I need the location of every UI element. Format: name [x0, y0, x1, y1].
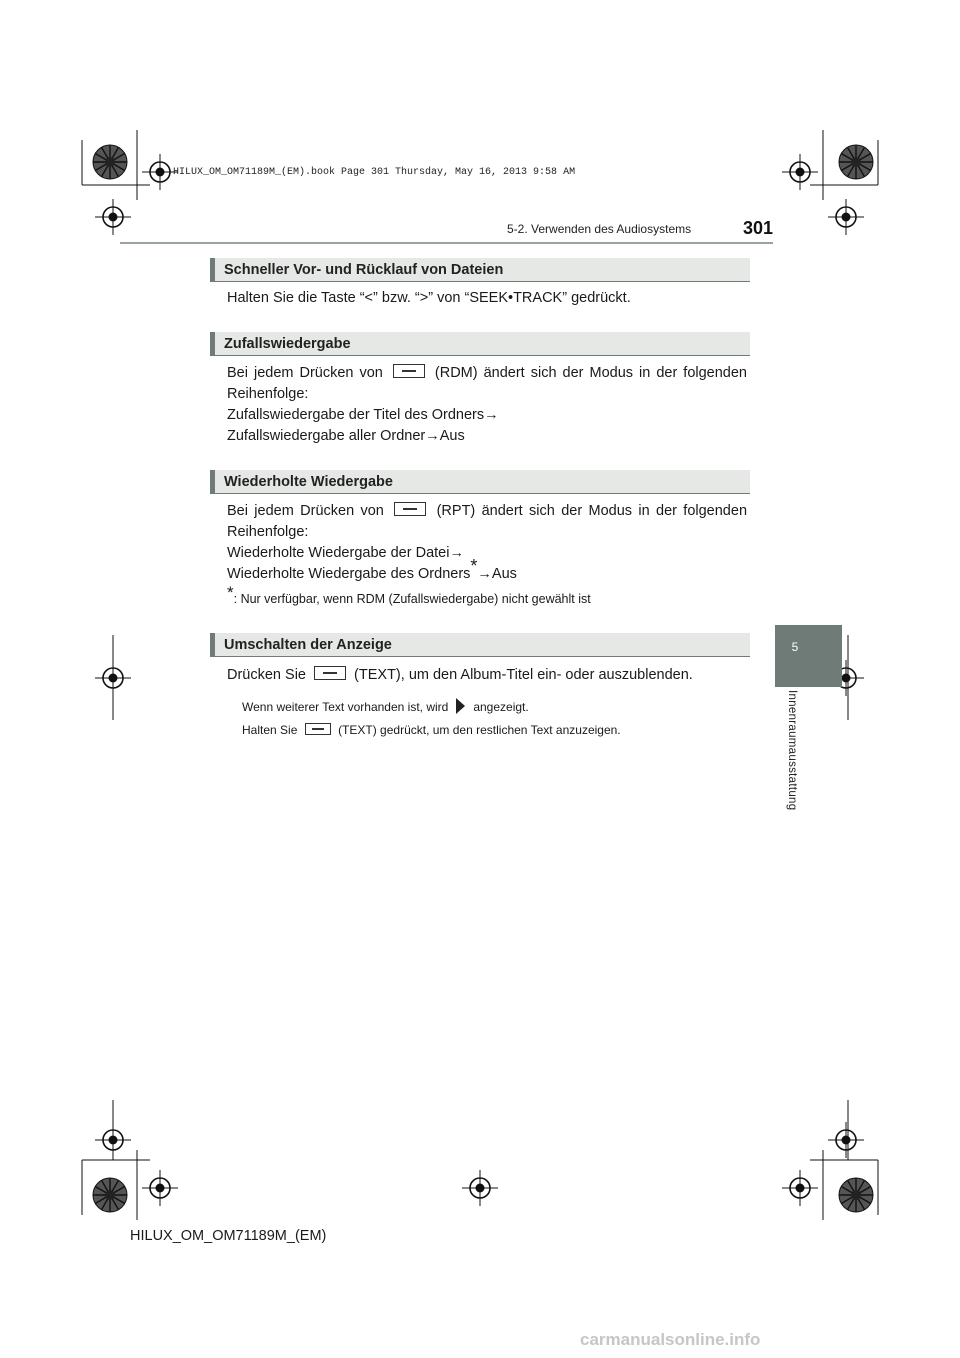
footnote-asterisk: * — [227, 582, 234, 602]
note-more-text: Wenn weiterer Text vorhanden ist, wird angezeigt. — [242, 700, 529, 714]
section-title: 5-2. Verwenden des Audiosystems — [507, 222, 692, 236]
registration-mark-icon — [782, 1170, 818, 1206]
body-line: Bei jedem Drücken von (RPT) ändert sich der Modus in der folgenden — [227, 503, 748, 519]
section-heading-text: Wiederholte Wiedergabe — [224, 474, 393, 490]
section-heading-text: Umschalten der Anzeige — [224, 637, 392, 653]
watermark: carmanualsonline.info — [580, 1330, 761, 1349]
button-icon — [314, 666, 346, 680]
section-body-random — [227, 363, 747, 447]
section-heading-random — [210, 332, 750, 356]
note-hold-text: Halten Sie (TEXT) gedrückt, um den restlichen Text anzuzeigen. — [242, 723, 621, 737]
section-heading-fast-forward — [210, 258, 750, 282]
registration-mark-icon — [828, 199, 864, 235]
registration-mark-icon — [95, 199, 131, 235]
manual-code: HILUX_OM_OM71189M_(EM) — [130, 1228, 327, 1244]
body-line: Zufallswiedergabe der Titel des Ordners→ — [227, 407, 499, 423]
button-icon — [394, 502, 426, 516]
registration-mark-icon — [839, 1178, 873, 1212]
body-line: Zufallswiedergabe aller Ordner→Aus — [227, 428, 465, 444]
body-text: Halten Sie die Taste “<” bzw. “>” von “SEEK•TRACK” gedrückt. — [227, 290, 631, 306]
registration-mark-icon — [828, 1122, 864, 1158]
section-heading-repeat — [210, 470, 750, 494]
chapter-label: Innenraumausstattung — [786, 690, 798, 811]
section-heading-text: Zufallswiedergabe — [224, 336, 351, 352]
registration-mark-icon — [142, 1170, 178, 1206]
registration-mark-icon — [462, 1170, 498, 1206]
section-body-fast-forward — [227, 288, 747, 309]
play-triangle-icon — [456, 698, 465, 714]
body-line: Bei jedem Drücken von (RDM) ändert sich der Modus in der folgenden — [227, 365, 747, 381]
body-line: Reihenfolge: — [227, 386, 309, 402]
page-number: 301 — [743, 218, 774, 238]
registration-mark-icon — [95, 1122, 131, 1158]
asterisk: * — [470, 556, 478, 577]
footnote: *: Nur verfügbar, wenn RDM (Zufallswiedergabe) nicht gewählt ist — [227, 582, 591, 606]
button-icon — [305, 723, 331, 735]
section-heading-text: Schneller Vor- und Rücklauf von Dateien — [224, 262, 504, 278]
button-icon — [393, 364, 425, 378]
registration-mark-icon — [93, 145, 127, 179]
registration-mark-icon — [93, 1178, 127, 1212]
chapter-number: 5 — [791, 640, 799, 654]
header-rule — [120, 242, 773, 244]
body-line: Wiederholte Wiedergabe des Ordners*→Aus — [227, 556, 517, 582]
body-line: Wiederholte Wiedergabe der Datei→ — [227, 545, 464, 561]
body-line: Drücken Sie (TEXT), um den Album-Titel ein- oder auszublenden. — [227, 667, 693, 683]
section-body-repeat — [227, 501, 747, 610]
registration-mark-icon — [95, 660, 131, 696]
print-info: HILUX_OM_OM71189M_(EM).book Page 301 Thursday, May 16, 2013 9:58 AM — [173, 167, 576, 178]
section-body-display — [227, 665, 747, 686]
chapter-tab — [775, 625, 842, 687]
section-heading-display — [210, 633, 750, 657]
registration-mark-icon — [839, 145, 873, 179]
body-line: Reihenfolge: — [227, 524, 309, 540]
